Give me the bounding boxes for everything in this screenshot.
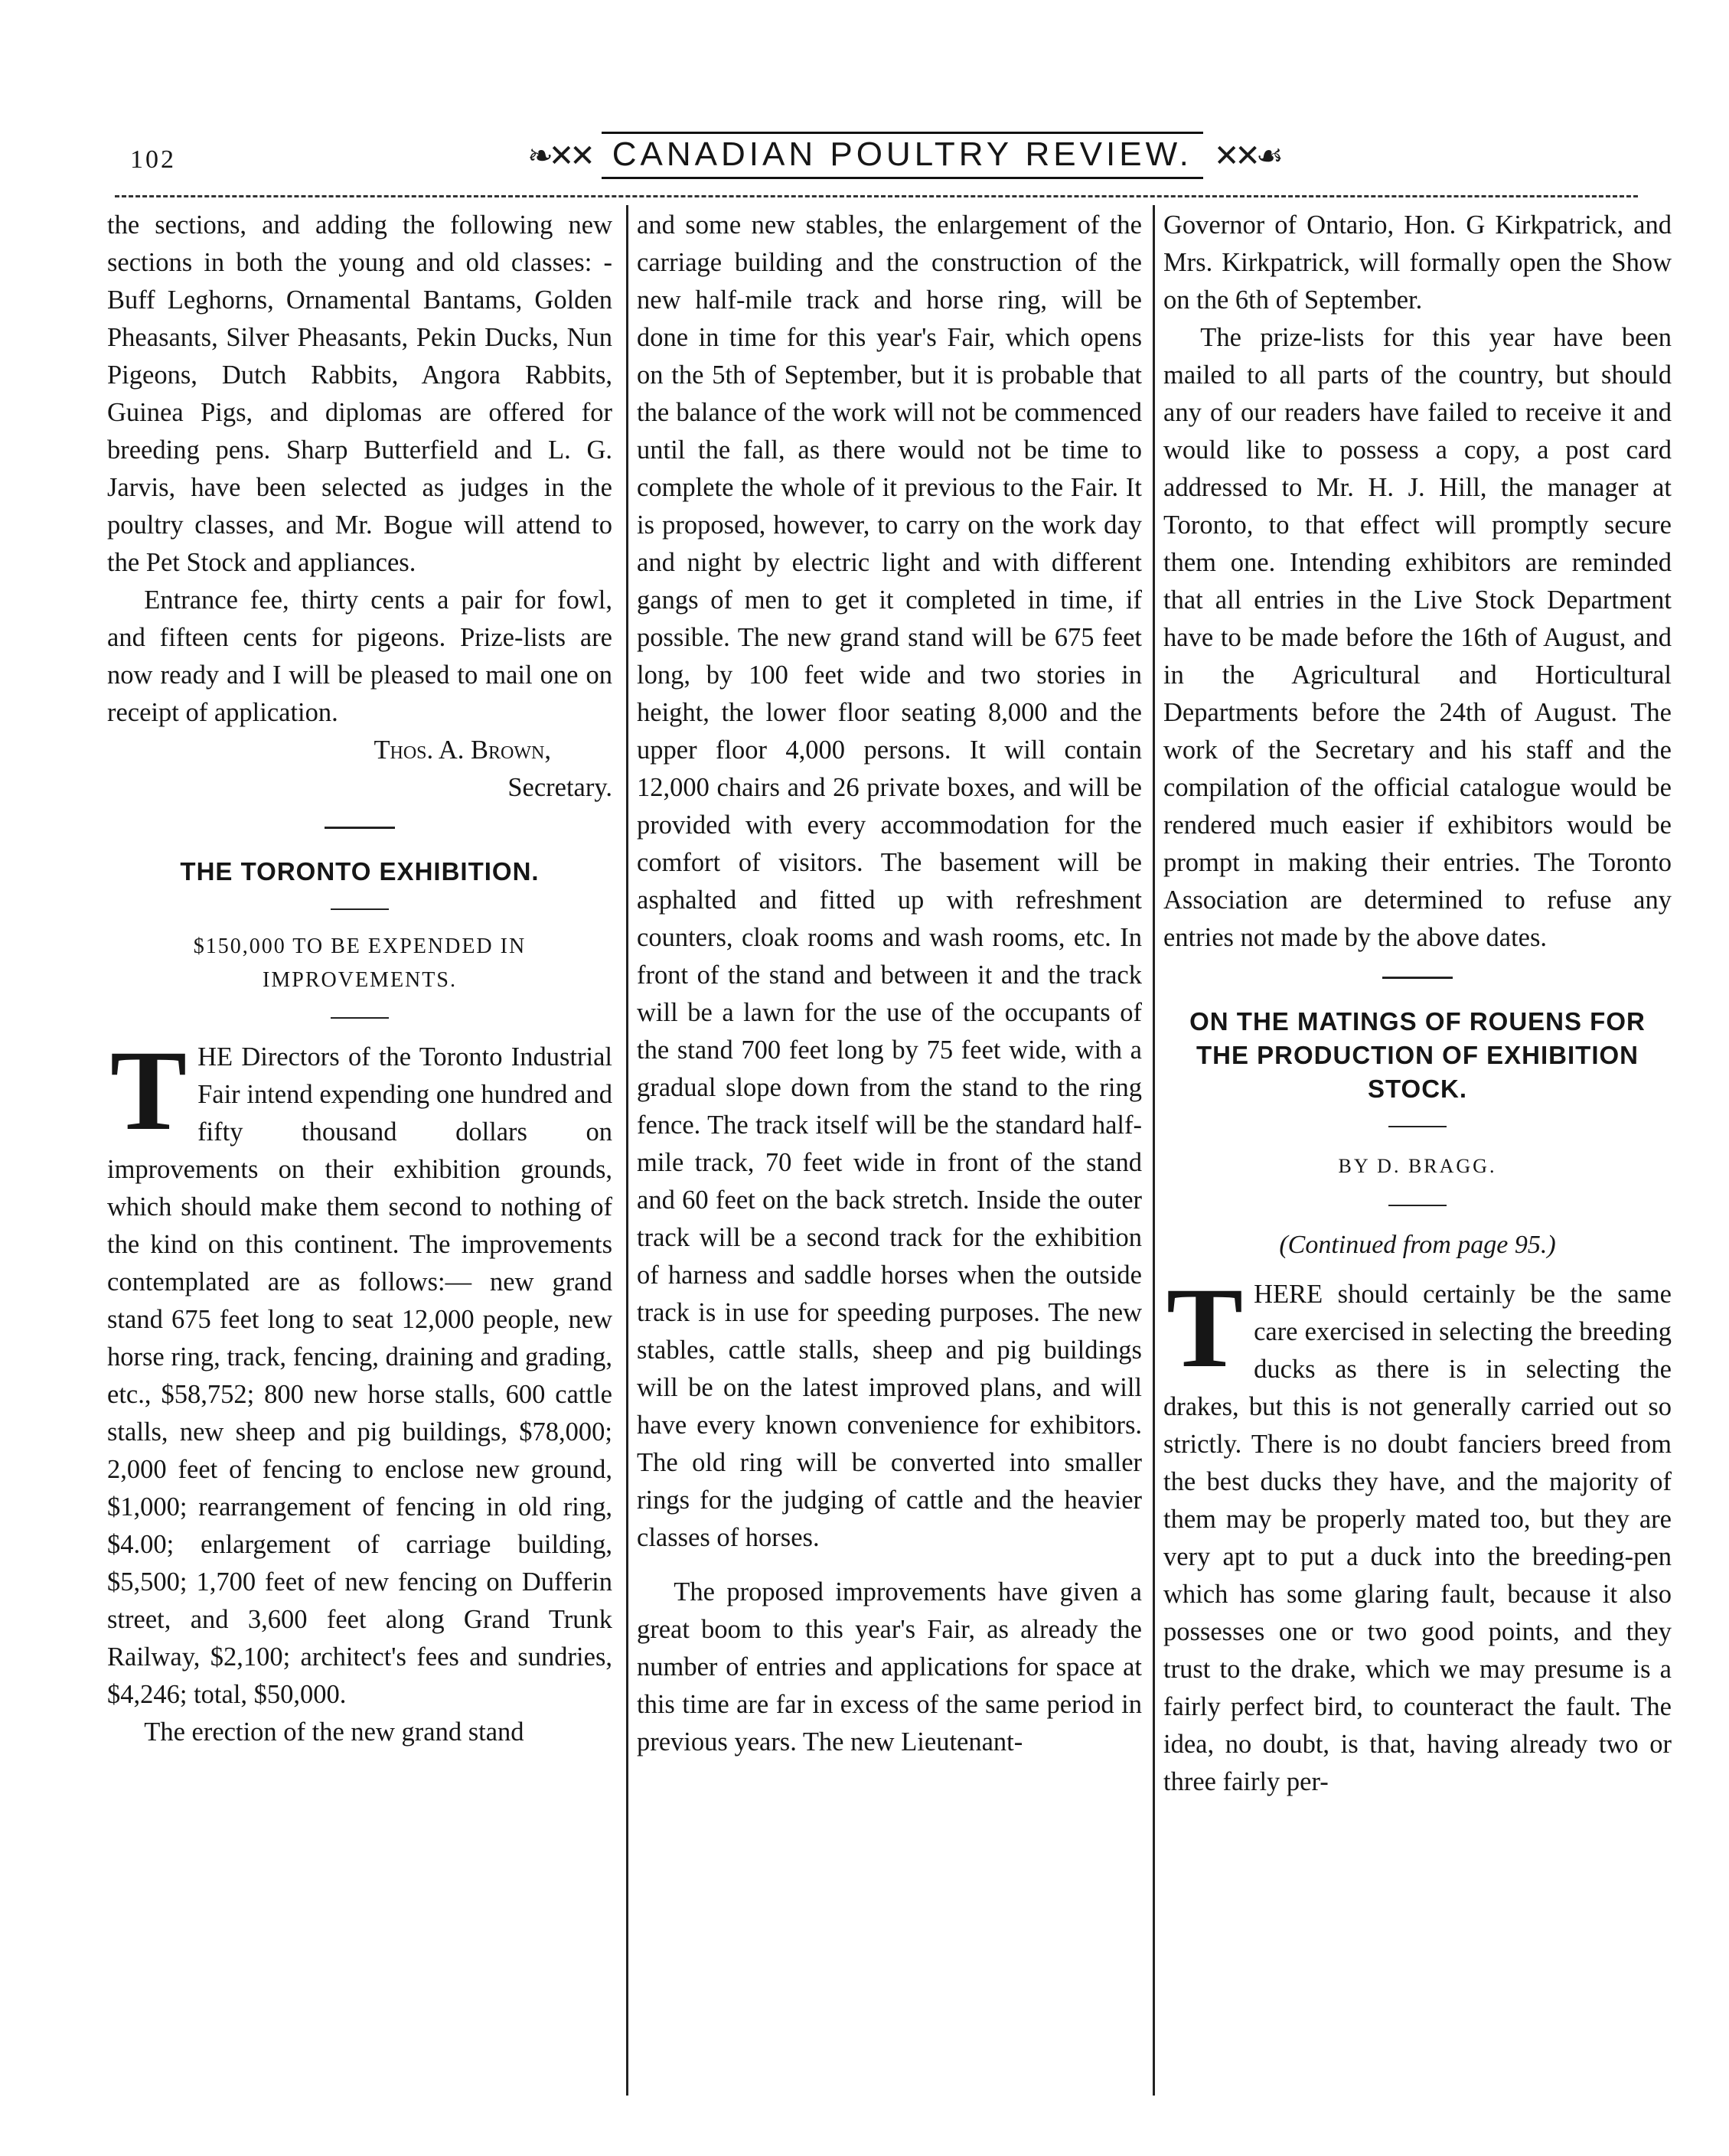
col3-paragraph-3-text: HERE should certainly be the same care exercised in selecting the breeding ducks as there is in selecting the drakes, but this is not generally carried out so strictly. There is no doubt fanciers breed from the best ducks they have, and the majority of them may be properly mated too, but they are very apt to put a duck into the breeding-pen which has some glaring fault, because it also possesses one or two good points, and they trust to the drake, which we may presume is a fairly perfect bird, to counteract the fault. The idea, no doubt, is that, having already two or three fairly per- — [1163, 1280, 1672, 1796]
article-title-toronto-exhibition: THE TORONTO EXHIBITION. — [180, 857, 540, 886]
column-1 — [107, 207, 612, 2105]
col1-paragraph-2: Entrance fee, thirty cents a pair for fowl, and fifteen cents for pigeons. Prize-lists are now ready and I will be pleased to mail one on receipt of application. — [107, 585, 612, 727]
col1-paragraph-3 — [107, 1027, 612, 1714]
title-divider — [331, 908, 389, 910]
col2-paragraph-1: and some new stables, the enlargement of the carriage building and the construction of the new half-mile track and horse ring, will be done in time for this year's Fair, which opens on the 5th of September, but it is probable that the balance of the work will not be commenced until the fall, as there would not be time to complete the whole of it previous to the Fair. It is proposed, however, to carry on the work day and night by electric light and with different gangs of men to get it completed in time, if possible. The new grand stand will be 675 feet long, by 100 feet wide and two stories in height, the lower floor seating 8,000 and the upper floor 4,000 persons. It will contain 12,000 chairs and 26 private boxes, and will be provided with every accommodation for the comfort of visitors. The basement will be asphalted and fitted up with refreshment counters, cloak rooms and wash rooms, etc. In front of the stand and between it and the track will be a lawn for the use of the occupants of the stand 700 feet long by 75 feet wide, with a gradual slope down from the stand to the ring fence. The track itself will be the standard half-mile track, 70 feet wide in front of the stand and 60 feet on the back stretch. Inside the outer track will be a second track for the exhibition of harness and saddle horses when the outside track is in use for speeding purposes. The new stables, cattle stalls, sheep and pig buildings will be on the latest improved plans, and will have every known convenience for exhibitors. The old ring will be converted into smaller rings for the judging of cattle and the heavier classes of horses. — [637, 210, 1142, 1552]
signature-title: Secretary. — [507, 773, 612, 802]
title-divider — [1388, 1126, 1447, 1127]
subtitle-divider — [331, 1017, 389, 1019]
section-divider — [325, 827, 395, 829]
col1-paragraph-4: The erection of the new grand stand — [144, 1717, 524, 1747]
header-rule — [115, 195, 1638, 197]
byline-divider — [1388, 1205, 1447, 1206]
col1-paragraph-3-text: HE Directors of the Toronto Industrial Fair intend expending one hundred and fifty thousand dollars on improvements on their exhibition grounds, which should make them second to nothing of the kind on this continent. The improvements contemplated are as follows:— new grand stand 675 feet long to seat 12,000 people, new horse ring, track, fencing, draining and grading, etc., $58,752; 800 new horse stalls, 600 cattle stalls, new sheep and pig buildings, $78,000; 2,000 feet of fencing to enclose new ground, $1,000; rearrangement of fencing in old ring, $4.00; enlargement of carriage building, $5,500; 1,700 feet of new fencing on Dufferin street, and 3,600 feet along Grand Trunk Railway, $2,100; architect's fees and sundries, $4,246; total, $50,000. — [107, 1042, 612, 1709]
dropcap-letter: T — [1166, 1264, 1244, 1391]
article-subtitle: $150,000 TO BE EXPENDED IN IMPROVEMENTS. — [193, 934, 527, 992]
signature-name: Thos. A. Brown, — [374, 736, 551, 765]
column-3 — [1163, 207, 1672, 2105]
column-rule-left — [626, 205, 628, 2096]
article-byline: BY D. BRAGG. — [1338, 1155, 1497, 1177]
masthead-title: CANADIAN POULTRY REVIEW. — [602, 132, 1203, 179]
col2-paragraph-2: The proposed improvements have given a great boom to this year's Fair, as already the number of entries and applications for space at this time are far in excess of the same period in previous years. The new Lieutenant- — [637, 1577, 1142, 1756]
masthead — [527, 121, 1279, 190]
column-2 — [637, 207, 1142, 2105]
page-number: 102 — [130, 145, 176, 174]
col3-paragraph-3 — [1163, 1264, 1672, 1801]
col1-paragraph-1: the sections, and adding the following new sections in both the young and old classes: - Buff Leghorns, Ornamental Bantams, Golden Pheasants, Silver Pheasants, Pekin Ducks, Nun Pigeons, Dutch Rabbits, Angora Rabbits, Guinea Pigs, and diplomas are offered for breeding pens. Sharp Butterfield and L. G. Jarvis, have been selected as judges in the poultry classes, and Mr. Bogue will attend to the Pet Stock and appliances. — [107, 210, 612, 577]
section-divider — [1382, 977, 1453, 979]
ornament-left-icon: ❧✕✕ — [527, 138, 591, 173]
ornament-right-icon: ✕✕☙ — [1213, 138, 1279, 173]
col3-paragraph-1: Governor of Ontario, Hon. G Kirkpatrick, and Mrs. Kirkpatrick, will formally open the Show on the 6th of September. — [1163, 210, 1672, 315]
dropcap-letter: T — [110, 1027, 188, 1154]
column-rule-right — [1153, 205, 1155, 2096]
article-title-rouens: ON THE MATINGS OF ROUENS FOR THE PRODUCTION OF EXHIBITION STOCK. — [1189, 1007, 1646, 1103]
col3-paragraph-2: The prize-lists for this year have been mailed to all parts of the country, but should any of our readers have failed to receive it and would like to possess a copy, a post card addressed to Mr. H. J. Hill, the manager at Toronto, to that effect will promptly secure them one. Intending exhibitors are reminded that all entries in the Live Stock Department have to be made before the 16th of August, and in the Agricultural and Horticultural Departments before the 24th of August. The work of the Secretary and his staff and the compilation of the official catalogue would be rendered much easier if exhibitors would be prompt in making their entries. The Toronto Association are determined to refuse any entries not made by the above dates. — [1163, 323, 1672, 952]
continued-note: (Continued from page 95.) — [1279, 1231, 1556, 1259]
